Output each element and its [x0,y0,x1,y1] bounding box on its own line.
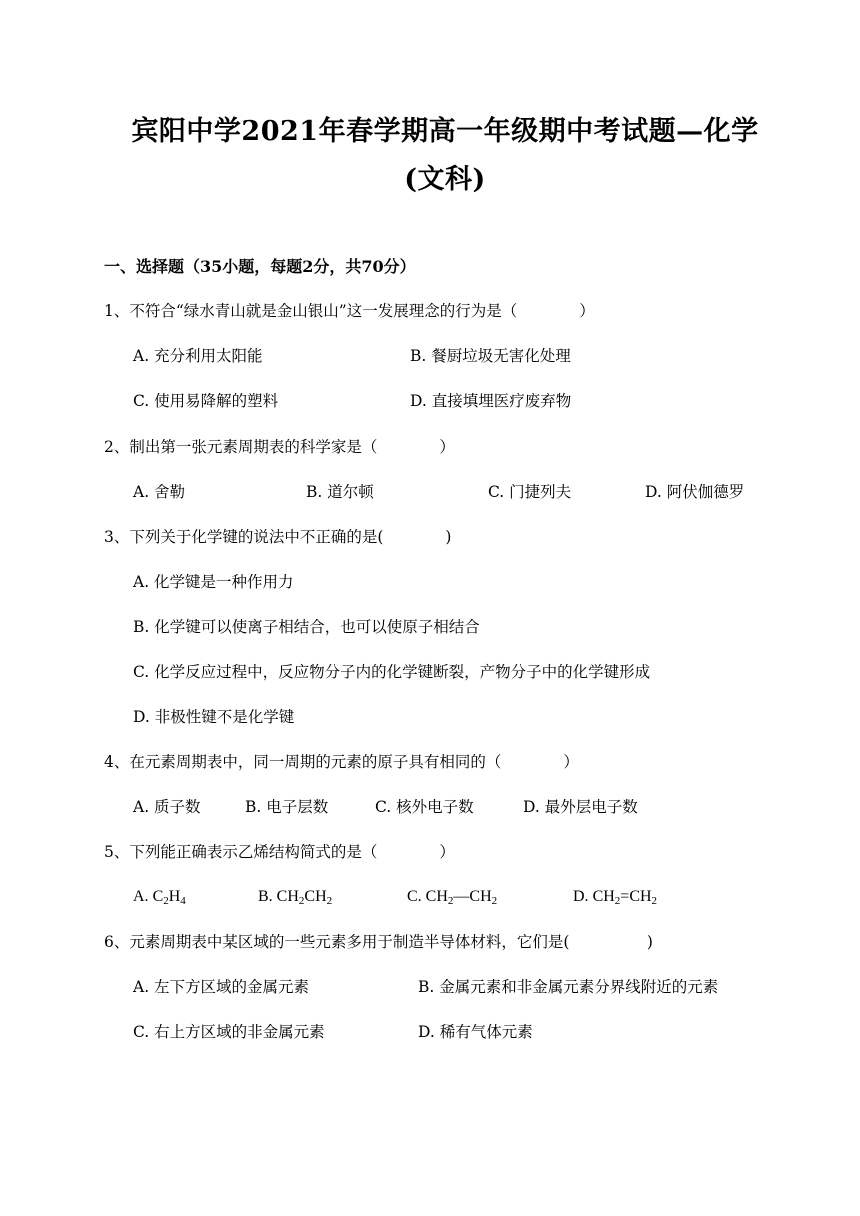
formula-part: CH [276,888,299,905]
question-5-option-a [133,886,186,908]
question-2-option-d: D. 阿伏伽德罗 [645,483,745,501]
question-4-stem: 4、在元素周期表中，同一周期的元素的原子具有相同的（ ） [104,753,579,771]
formula-part: H [168,888,181,905]
question-5-option-d [573,886,657,908]
formula-part: =CH [620,888,652,905]
question-2-option-a: A. 舍勒 [133,483,186,501]
formula-part: CH [425,888,448,905]
page-title: 宾阳中学2021年春学期高一年级期中考试题—化学(文科) [131,116,759,195]
question-6-option-c: C. 右上方区域的非金属元素 [133,1023,325,1041]
question-4-option-b: B. 电子层数 [245,798,329,816]
question-5-stem: 5、下列能正确表示乙烯结构简式的是（ ） [104,843,455,861]
formula-part: CH [304,888,327,905]
question-1-option-a: A. 充分利用太阳能 [133,347,263,365]
question-5-option-b [258,886,332,908]
question-6-option-d: D. 稀有气体元素 [418,1023,533,1041]
formula-subscript: 2 [614,895,621,907]
question-4-option-c: C. 核外电子数 [375,798,474,816]
question-6-option-a: A. 左下方区域的金属元素 [133,978,310,996]
question-3-option-d: D. 非极性键不是化学键 [133,708,295,726]
formula-subscript: 2 [163,895,169,907]
formula-part: —CH [453,888,492,905]
question-6-stem: 6、元素周期表中某区域的一些元素多用于制造半导体材料，它们是( ) [104,933,653,951]
question-4-option-a: A. 质子数 [133,798,201,816]
question-3-stem: 3、下列关于化学键的说法中不正确的是( ) [104,528,452,546]
question-1-stem: 1、不符合“绿水青山就是金山银山”这一发展理念的行为是（ ） [104,302,595,320]
question-4-option-d: D. 最外层电子数 [523,798,638,816]
question-3-option-c: C. 化学反应过程中，反应物分子内的化学键断裂，产物分子中的化学键形成 [133,663,651,681]
formula-part: CH [592,888,615,905]
formula-subscript: 2 [651,895,658,907]
question-2-stem: 2、制出第一张元素周期表的科学家是（ ） [104,438,455,456]
formula-subscript: 4 [180,895,186,907]
question-1-option-b: B. 餐厨垃圾无害化处理 [410,347,571,365]
option-label: B. [258,888,277,905]
question-6-option-b: B. 金属元素和非金属元素分界线附近的元素 [418,978,719,996]
formula-subscript: 2 [298,895,305,907]
formula-part: C [152,888,164,905]
question-1-option-d: D. 直接填埋医疗废弃物 [410,392,572,410]
question-3-option-a: A. 化学键是一种作用力 [133,573,294,591]
section-title: 一、选择题（35小题，每题2分，共70分） [104,257,416,276]
option-label: A. [133,888,153,905]
question-5-option-c [407,886,497,908]
formula-subscript: 2 [326,895,333,907]
question-2-option-c: C. 门捷列夫 [488,483,572,501]
question-2-option-b: B. 道尔顿 [306,483,374,501]
question-1-option-c: C. 使用易降解的塑料 [133,392,279,410]
formula-subscript: 2 [491,895,498,907]
formula-subscript: 2 [447,895,454,907]
question-3-option-b: B. 化学键可以使离子相结合，也可以使原子相结合 [133,618,480,636]
option-label: D. [573,888,593,905]
option-label: C. [407,888,426,905]
